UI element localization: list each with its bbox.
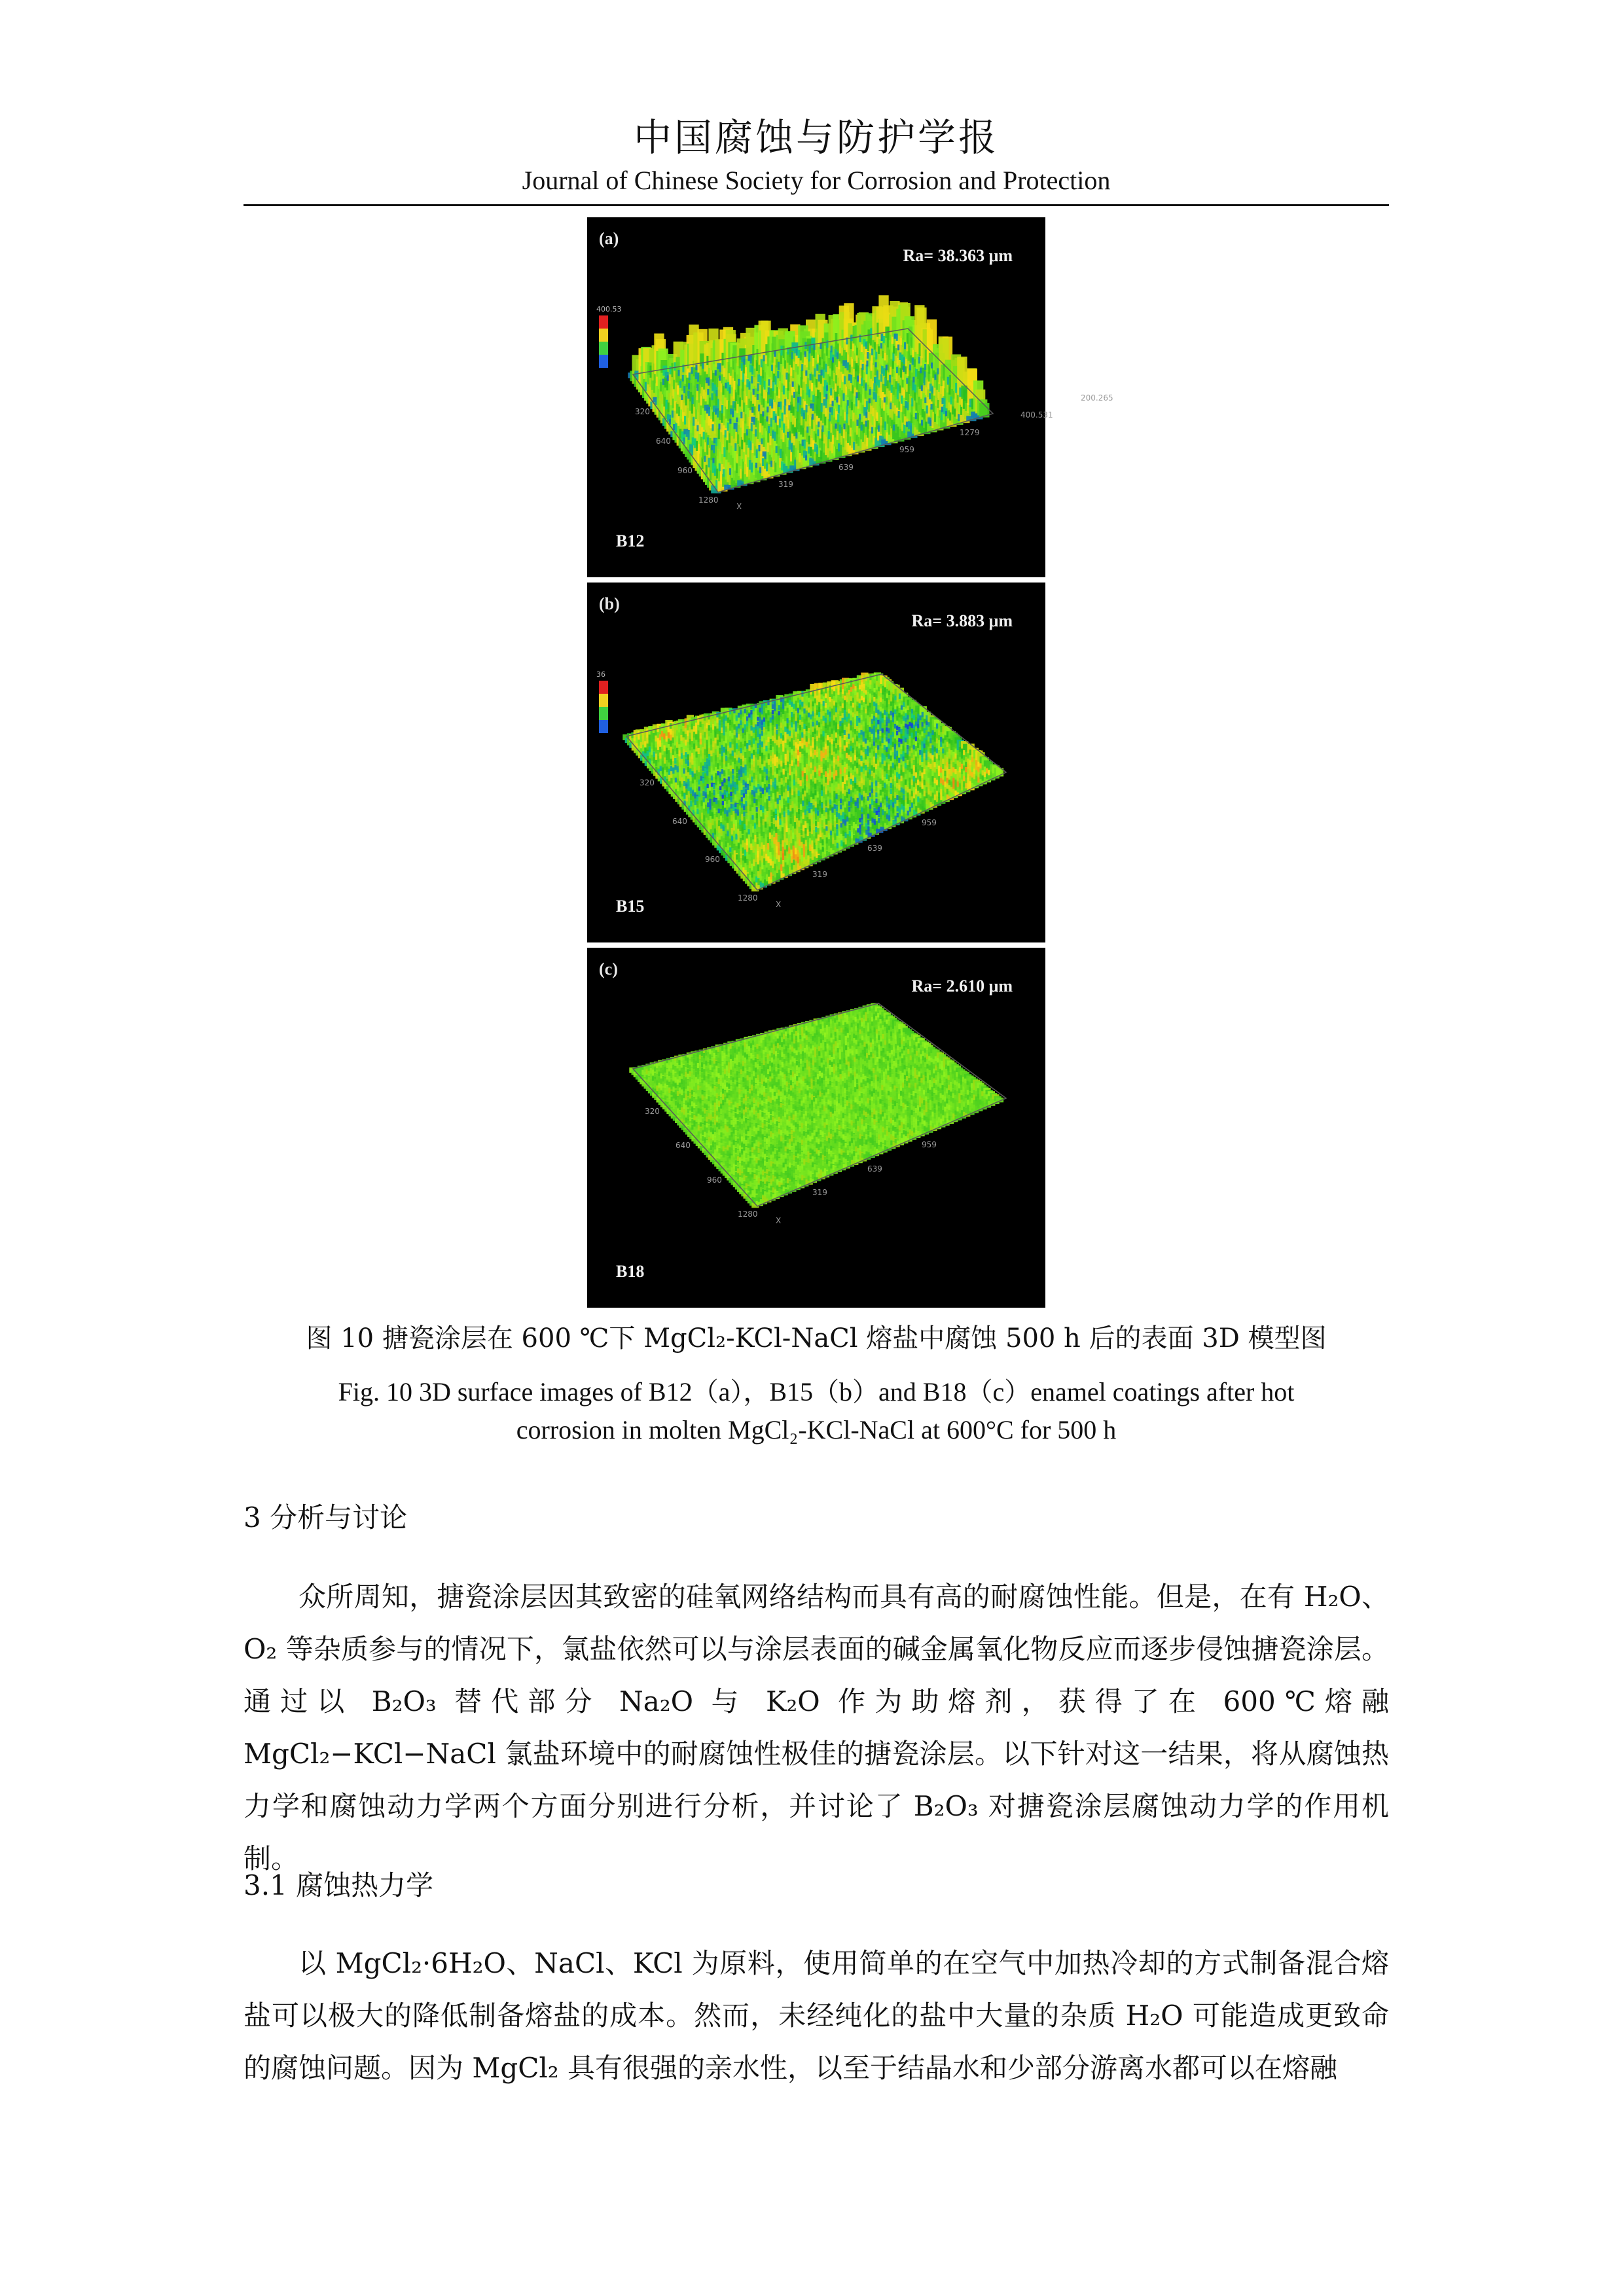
axis-tick-label: X: [776, 1216, 782, 1225]
axis-tick-label: 960: [705, 855, 720, 864]
scale-tick-label: 400.53: [596, 305, 622, 314]
axis-tick-label: 639: [839, 463, 854, 472]
axis-tick-label: 400.531: [1020, 410, 1053, 420]
caption-en-line-1: Fig. 10 3D surface images of B12（a），B15（b）and B18（c）enamel coatings after hot: [338, 1377, 1295, 1407]
sample-label: B12: [616, 531, 645, 550]
section-3-1-paragraph: 以 MgCl₂·6H₂O、NaCl、KCl 为原料，使用简单的在空气中加热冷却的方式制备混合熔盐可以极大的降低制备熔盐的成本。然而，未经纯化的盐中大量的杂质 H₂O 可能造成更致命的腐蚀问题。因为 MgCl₂ 具有很强的亲水性，以至于结晶水和少部分游离水都可以在熔融: [244, 1947, 1389, 2084]
axis-tick-label: X: [776, 900, 782, 909]
panel-tag: (b): [599, 594, 620, 613]
color-scale-bar: [596, 670, 608, 733]
header-rule: [244, 204, 1389, 206]
figure-caption-en: [244, 1373, 1389, 1449]
axis-tick-label: 1279: [960, 428, 980, 437]
section-heading-3-1: 3.1 腐蚀热力学: [244, 1869, 434, 1901]
surface-plot-b: [587, 583, 1045, 942]
axis-tick-label: 1280: [698, 495, 719, 505]
axis-tick-label: 639: [867, 1164, 882, 1174]
axis-tick-label: 959: [899, 445, 914, 454]
roughness-label: Ra= 3.883 μm: [911, 611, 1013, 630]
axis-tick-label: 319: [812, 1188, 827, 1197]
section-heading-3: 3 分析与讨论: [244, 1501, 408, 1534]
figure-caption-cn: 图 10 搪瓷涂层在 600 ℃下 MgCl₂-KCl-NaCl 熔盐中腐蚀 500 h 后的表面 3D 模型图: [306, 1323, 1327, 1354]
axis-tick-label: 639: [867, 844, 882, 853]
axis-tick-label: 319: [778, 480, 793, 489]
axis-tick-label: 1280: [738, 893, 758, 903]
surface-mesh: [623, 672, 1003, 891]
caption-en-line-2: corrosion in molten MgCl₂-KCl-NaCl at 600°C for 500 h: [516, 1415, 1117, 1444]
axis-tick-label: 200.265: [1081, 393, 1113, 403]
axis-tick-label: 960: [707, 1175, 722, 1185]
figure-panel-b: [587, 583, 1045, 942]
axis-tick-label: 640: [672, 817, 687, 826]
journal-title-cn: 中国腐蚀与防护学报: [633, 115, 999, 160]
axis-tick-label: 320: [645, 1107, 660, 1116]
section-3-paragraph: 众所周知，搪瓷涂层因其致密的硅氧网络结构而具有高的耐腐蚀性能。但是，在有 H₂O、O₂ 等杂质参与的情况下，氯盐依然可以与涂层表面的碱金属氧化物反应而逐步侵蚀搪瓷涂层。通过以 B₂O₃ 替代部分 Na₂O 与 K₂O 作为助熔剂，获得了在 600℃熔融 MgCl₂−KCl−NaCl 氯盐环境中的耐腐蚀性极佳的搪瓷涂层。以下针对这一结果，将从腐蚀热力学和腐蚀动力学两个方面分别进行分析，并讨论了 B₂O₃ 对搪瓷涂层腐蚀动力学的作用机制。: [244, 1581, 1389, 1874]
panel-tag: (a): [599, 229, 619, 248]
surface-plot-a: [587, 217, 1113, 577]
panel-tag: (c): [599, 960, 618, 978]
sample-label: B15: [616, 897, 645, 916]
axis-tick-label: X: [736, 502, 742, 511]
color-scale-bar: [596, 305, 622, 368]
journal-header: [244, 113, 1389, 198]
axis-tick-label: 959: [922, 818, 937, 827]
surface-mesh: [628, 295, 989, 493]
surface-plot-c: [587, 948, 1045, 1308]
journal-title-en: Journal of Chinese Society for Corrosion and Protection: [522, 166, 1111, 195]
axis-tick-label: 959: [922, 1140, 937, 1149]
scale-tick-label: 36: [596, 670, 605, 679]
axis-tick-label: 640: [656, 437, 671, 446]
roughness-label: Ra= 2.610 μm: [911, 977, 1013, 996]
sample-label: B18: [616, 1262, 645, 1281]
axis-tick-label: 960: [677, 466, 693, 475]
roughness-label: Ra= 38.363 μm: [903, 246, 1013, 265]
figure-panel-c: [587, 948, 1045, 1308]
axis-tick-label: 1280: [738, 1210, 758, 1219]
axis-tick-label: 320: [635, 407, 650, 416]
surface-mesh: [629, 1003, 1003, 1208]
axis-tick-label: 640: [676, 1141, 691, 1150]
axis-tick-label: 319: [812, 870, 827, 879]
axis-tick-label: 320: [640, 778, 655, 787]
figure-panel-a: [587, 217, 1113, 577]
